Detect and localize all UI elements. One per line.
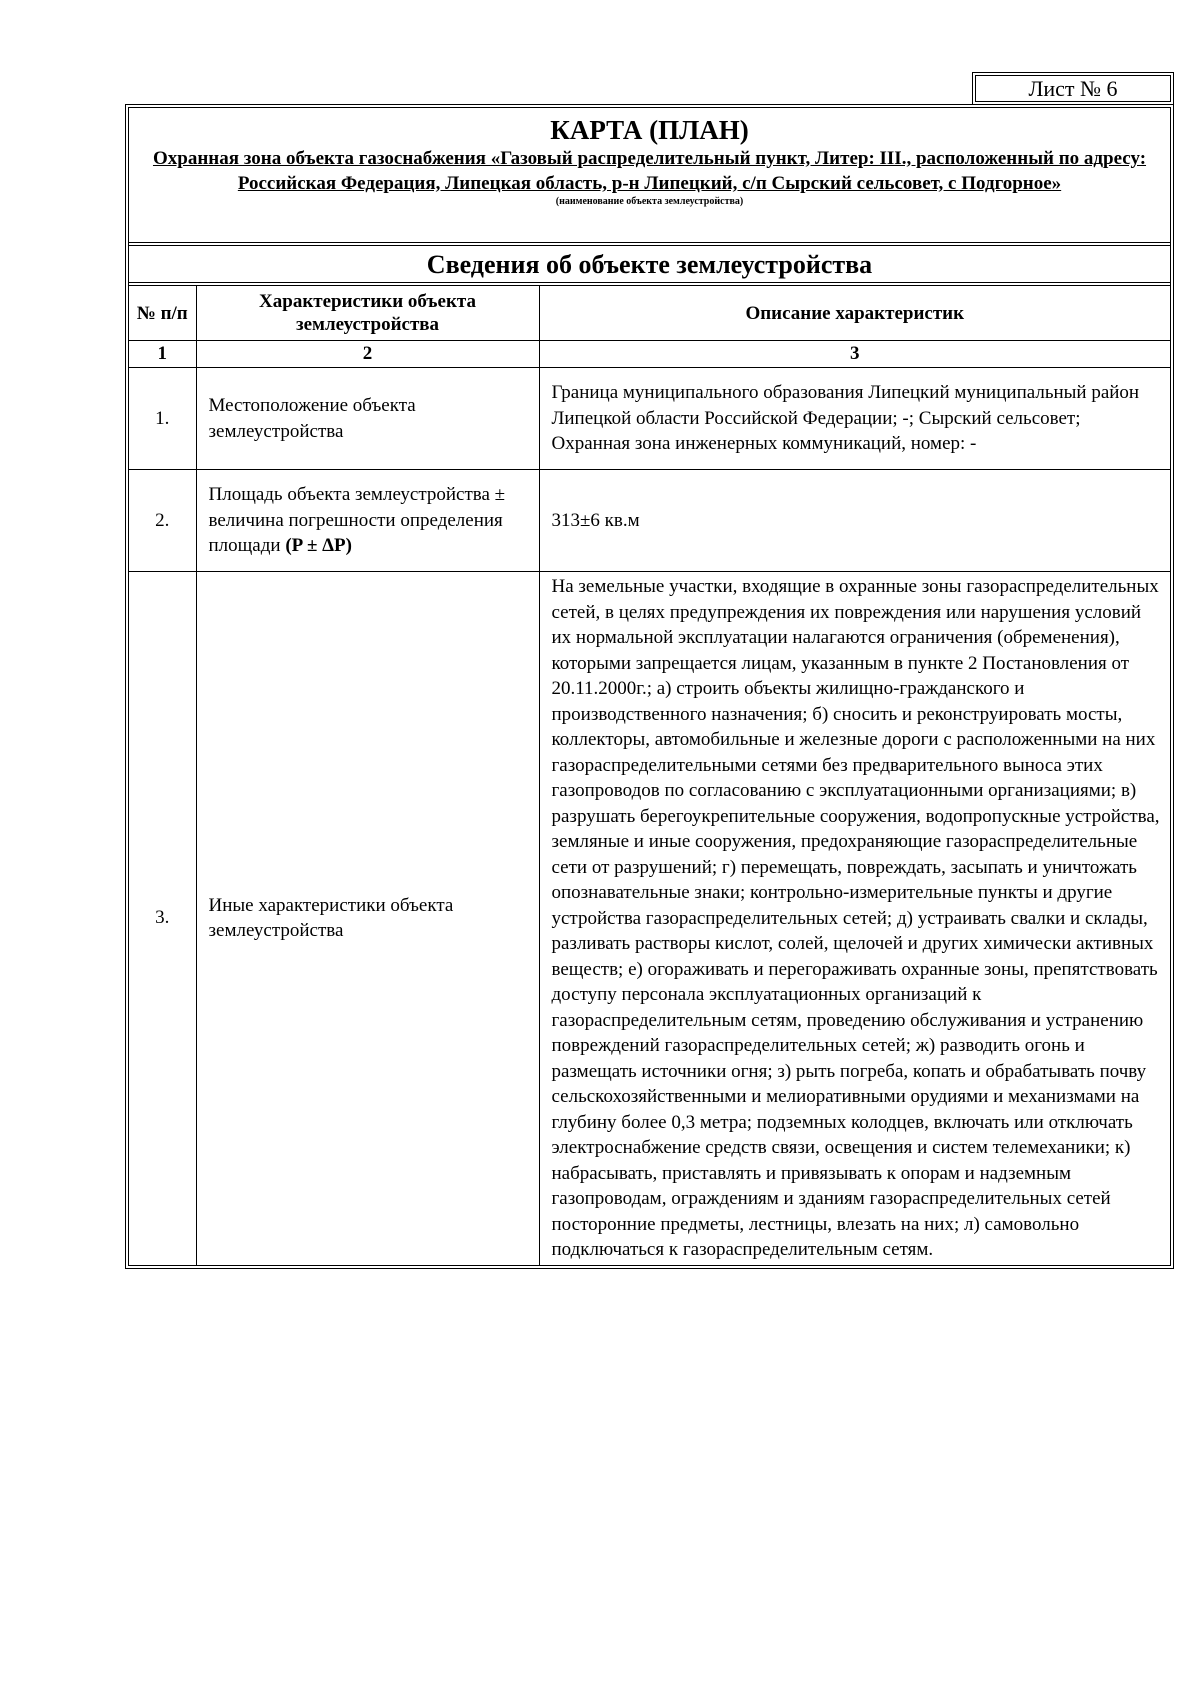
row-number: 3. [129,572,196,1265]
object-name: Охранная зона объекта газоснабжения «Газовый распределительный пункт, Литер: III., расположенный по адресу: Российская Федерация, Липецкая область, р-н Липецкий, с/п Сырский сельсовет, с Подгорное» [152,148,1147,194]
row-characteristic: Местоположение объекта землеустройства [196,368,539,470]
table-row [129,572,1170,1265]
area-formula: (P ± ΔP) [285,535,352,557]
row-characteristic: Иные характеристики объекта землеустройства [196,572,539,1265]
document-frame [125,104,1174,1269]
row-characteristic: Площадь объекта землеустройства ± величина погрешности определения площади [208,484,506,557]
row-description: На земельные участки, входящие в охранные зоны газораспределительных сетей, в целях предупреждения их повреждения или нарушения условий их нормальной эксплуатации налагаются ограничения (обременения), которыми запрещается лицам, указанным в пункте 2 Постановления от 20.11.2000г.; а) строить объекты жилищно-гражданского и производственного назначения; б) сносить и реконструировать мосты, коллекторы, автомобильные и железные дороги с расположенными на них газораспределительными сетями без предварительного выноса этих газопроводов по согласованию с эксплуатационными организациями; в) разрушать берегоукрепительные сооружения, водопропускные устройства, земляные и иные сооружения, предохраняющие газораспределительные сети от разрушений; г) перемещать, повреждать, засыпать и уничтожать опознавательные знаки; контрольно-измерительные пункты и другие устройства газораспределительных сетей; д) устраивать свалки и склады, разливать растворы кислот, солей, щелочей и других химически активных веществ; е) огораживать и перегораживать охранные зоны, препятствовать доступу персонала эксплуатационных организаций к газораспределительным сетям, проведению обслуживания и устранению повреждений газораспределительных сетей; ж) разводить огонь и размещать источники огня; з) рыть погреба, копать и обрабатывать почву сельскохозяйственными и мелиоративными орудиями и механизмами на глубину более 0,3 метра; подземных колодцев, включать или отключать электроснабжение средств связи, освещения и систем телемеханики; к) набрасывать, приставлять и привязывать к опорам и надземным газопроводам, ограждениям и зданиям газораспределительных сетей посторонние предметы, лестницы, влезать на них; л) самовольно подключаться к газораспределительным сетям. [539,572,1170,1265]
table-row [129,368,1170,470]
row-characteristic-cell [196,470,539,572]
column-number: 3 [539,341,1170,368]
title-block [129,108,1170,246]
row-description: 313±6 кв.м [539,470,1170,572]
table-header-row [129,286,1170,341]
row-number: 2. [129,470,196,572]
row-number: 1. [129,368,196,470]
object-name-caption: (наименование объекта землеустройства) [555,196,744,207]
column-number-row [129,341,1170,368]
characteristics-table [129,286,1170,1265]
row-description: Граница муниципального образования Липецкий муниципальный район Липецкой области Российской Федерации; -; Сырский сельсовет; Охранная зона инженерных коммуникаций, номер: - [539,368,1170,470]
document-title: КАРТА (ПЛАН) [550,115,749,145]
section-title: Сведения об объекте землеустройства [129,246,1170,286]
column-number: 1 [129,341,196,368]
header-number: № п/п [129,286,196,341]
header-description: Описание характеристик [539,286,1170,341]
header-characteristic: Характеристики объекта землеустройства [196,286,539,341]
table-row [129,470,1170,572]
sheet-number: Лист № 6 [972,72,1174,105]
column-number: 2 [196,341,539,368]
